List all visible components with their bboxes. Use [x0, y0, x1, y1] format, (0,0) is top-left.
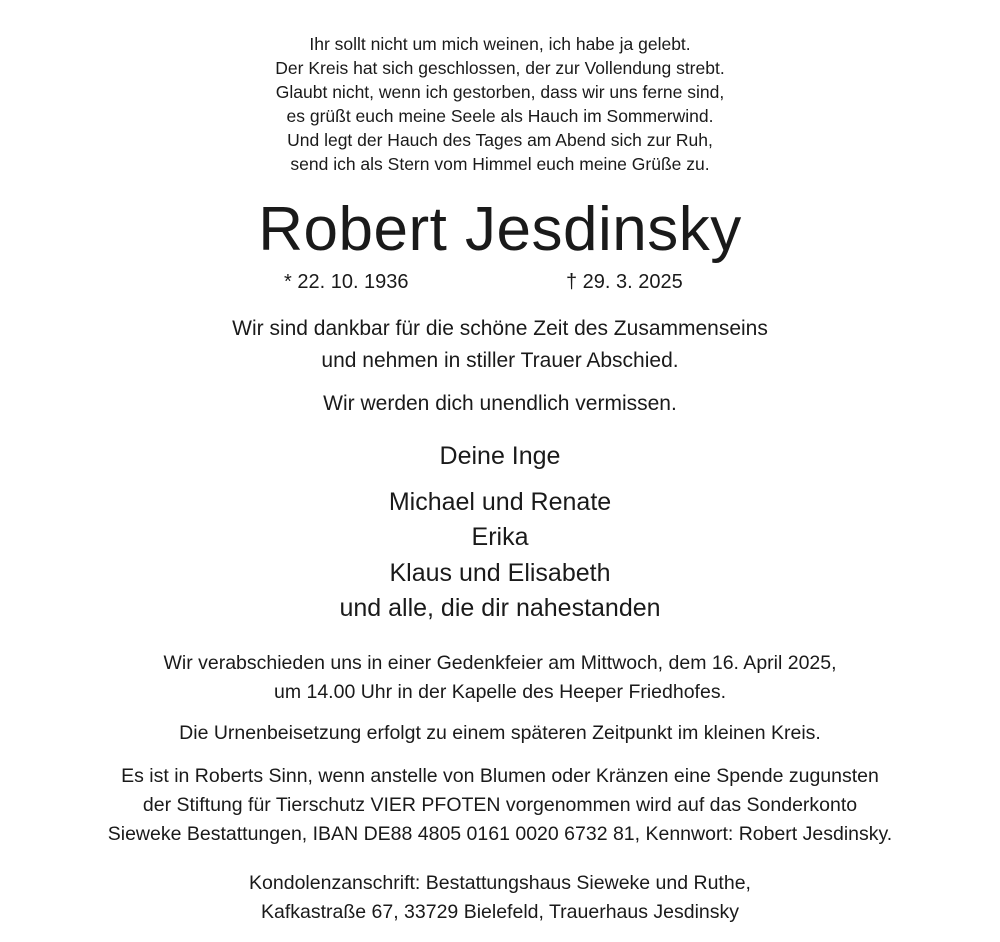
family-member: Klaus und Elisabeth	[389, 559, 611, 587]
donation-line: Sieweke Bestattungen, IBAN DE88 4805 0161 0020 6732 81, Kennwort: Robert Jesdinsky.	[107, 823, 893, 845]
thanks-line: und nehmen in stiller Trauer Abschied.	[321, 349, 679, 372]
poem-line: Ihr sollt nicht um mich weinen, ich habe ja gelebt.	[309, 34, 691, 54]
family-member: Michael und Renate	[388, 488, 612, 516]
deceased-name: Robert Jesdinsky	[258, 195, 742, 264]
condolence-line: Kafkastraße 67, 33729 Bielefeld, Trauerhaus Jesdinsky	[260, 901, 740, 923]
condolence-line: Kondolenzanschrift: Bestattungshaus Sieweke und Ruthe,	[249, 872, 751, 894]
ceremony-line: um 14.00 Uhr in der Kapelle des Heeper Friedhofes.	[273, 681, 726, 703]
poem-line: Der Kreis hat sich geschlossen, der zur Vollendung strebt.	[275, 58, 725, 78]
spouse-name: Deine Inge	[439, 442, 561, 470]
poem-line: es grüßt euch meine Seele als Hauch im Sommerwind.	[286, 106, 714, 126]
miss-line: Wir werden dich unendlich vermissen.	[323, 392, 677, 415]
donation-line: der Stiftung für Tierschutz VIER PFOTEN vorgenommen wird auf das Sonderkonto	[142, 794, 858, 816]
life-dates	[0, 271, 1000, 301]
poem-line: send ich als Stern vom Himmel euch meine Grüße zu.	[290, 154, 710, 174]
poem-line: Glaubt nicht, wenn ich gestorben, dass wir uns ferne sind,	[275, 82, 725, 102]
death-date: † 29. 3. 2025	[566, 271, 683, 293]
thanks-line: Wir sind dankbar für die schöne Zeit des Zusammenseins	[232, 317, 768, 340]
urn-line: Die Urnenbeisetzung erfolgt zu einem späteren Zeitpunkt im kleinen Kreis.	[179, 722, 821, 744]
birth-date: * 22. 10. 1936	[284, 271, 409, 293]
family-member: und alle, die dir nahestanden	[339, 594, 661, 622]
family-member: Erika	[471, 523, 529, 551]
ceremony-line: Wir verabschieden uns in einer Gedenkfeier am Mittwoch, dem 16. April 2025,	[163, 652, 837, 674]
poem-line: Und legt der Hauch des Tages am Abend sich zur Ruh,	[287, 130, 713, 150]
donation-line: Es ist in Roberts Sinn, wenn anstelle von Blumen oder Kränzen eine Spende zugunsten	[121, 765, 879, 787]
